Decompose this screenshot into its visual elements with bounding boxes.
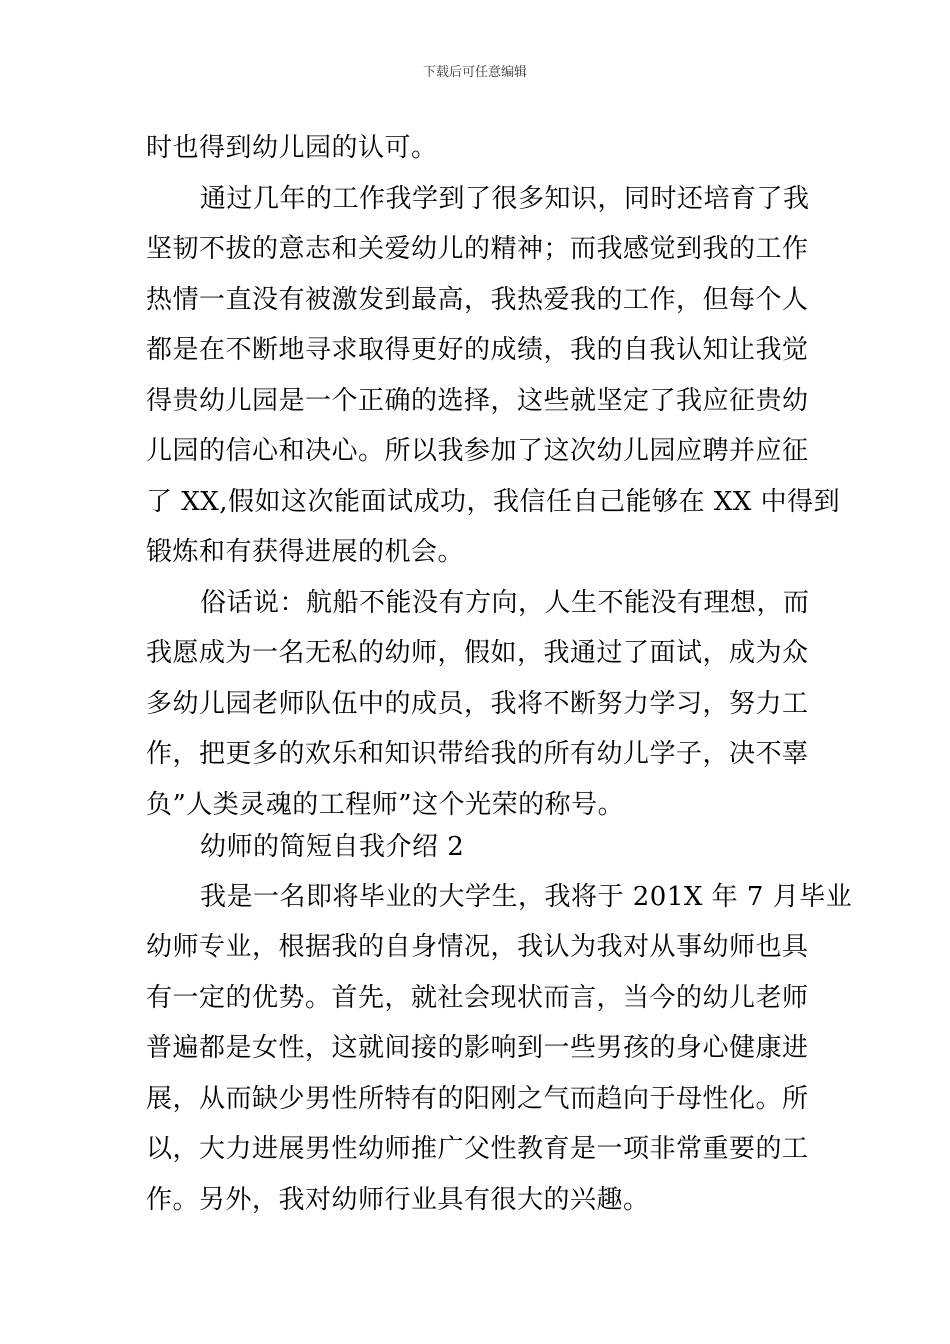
text-line: 作，把更多的欢乐和知识带给我的所有幼儿学子，决不辜 [146,739,809,769]
text-line: 儿园的信心和决心。所以我参加了这次幼儿园应聘并应征 [146,436,809,466]
text-line: 负”人类灵魂的工程师”这个光荣的称号。 [146,790,625,820]
text-line: 通过几年的工作我学到了很多知识，同时还培育了我 [200,184,810,214]
section-heading: 幼师的简短自我介绍 2 [200,832,465,862]
text-line: 锻炼和有获得进展的机会。 [146,537,465,567]
text-line: 展，从而缺少男性所特有的阳刚之气而趋向于母性化。所 [146,1084,809,1114]
text-line: 得贵幼儿园是一个正确的选择，这些就坚定了我应征贵幼 [146,386,809,416]
text-line: 热情一直没有被激发到最高，我热爱我的工作，但每个人 [146,285,809,315]
text-line: 了 XX,假如这次能面试成功，我信任自己能够在 XX 中得到 [146,487,841,517]
text-line: 以，大力进展男性幼师推广父性教育是一项非常重要的工 [146,1134,809,1164]
text-line: 普遍都是女性，这就间接的影响到一些男孩的身心健康进 [146,1033,809,1063]
text-line: 有一定的优势。首先，就社会现状而言，当今的幼儿老师 [146,983,809,1013]
page-header: 下载后可任意编辑 [422,65,527,80]
text-line: 幼师专业，根据我的自身情况，我认为我对从事幼师也具 [146,932,809,962]
text-line: 我愿成为一名无私的幼师，假如，我通过了面试，成为众 [146,638,809,668]
text-line: 俗话说：航船不能没有方向，人生不能没有理想，而 [200,588,810,618]
text-line: 时也得到幼儿园的认可。 [146,133,438,163]
text-line: 作。另外，我对幼师行业具有很大的兴趣。 [146,1185,650,1215]
text-line: 多幼儿园老师队伍中的成员，我将不断努力学习，努力工 [146,689,809,719]
text-line: 我是一名即将毕业的大学生，我将于 201X 年 7 月毕业 [200,882,853,912]
text-line: 坚韧不拔的意志和关爱幼儿的精神；而我感觉到我的工作 [146,234,809,264]
text-line: 都是在不断地寻求取得更好的成绩，我的自我认知让我觉 [146,335,809,365]
